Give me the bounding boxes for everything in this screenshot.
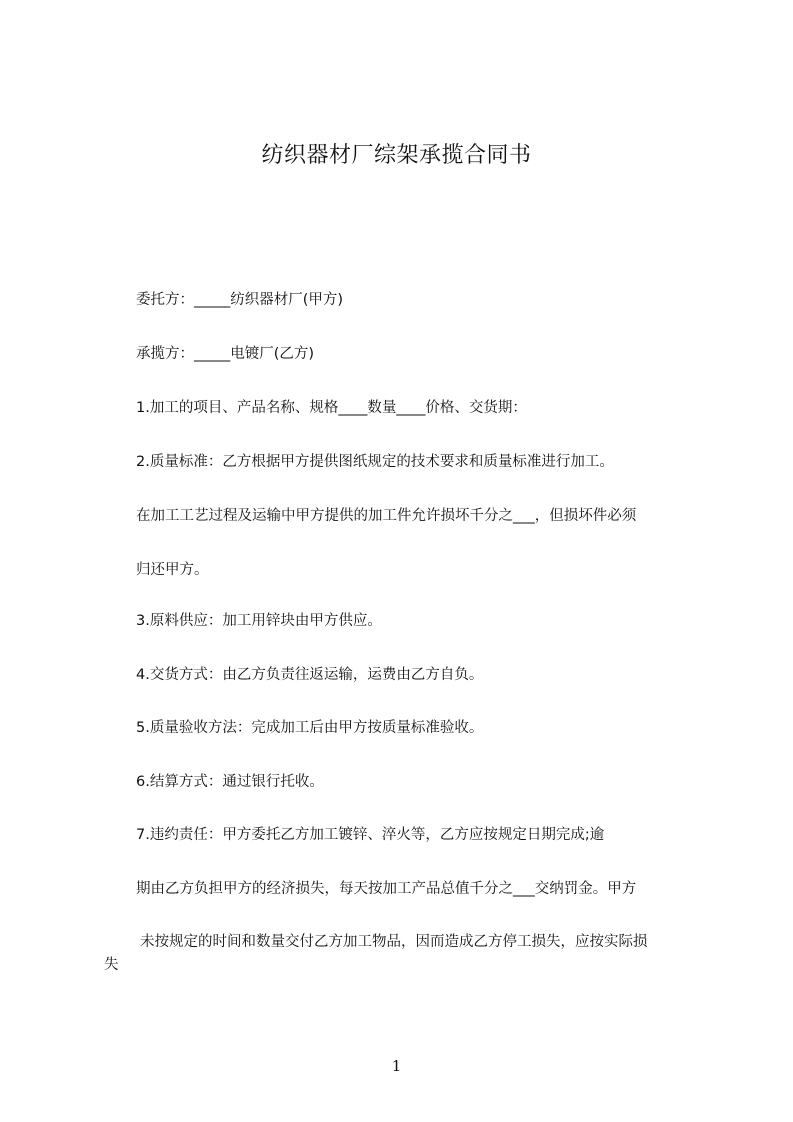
text-line-clause-5: 5.质量验收方法：完成加工后由甲方按质量标准验收。 — [136, 720, 484, 736]
text-line-clause-7: 7.违约责任：甲方委托乙方加工镀锌、淬火等，乙方应按规定日期完成;逾 — [136, 827, 605, 843]
page-number: 1 — [391, 1057, 402, 1075]
text-line-clause-7-cont: 期由乙方负担甲方的经济损失，每天按加工产品总值千分之___交纳罚金。甲方 — [136, 881, 637, 897]
text-line-clause-6: 6.结算方式：通过银行托收。 — [136, 774, 324, 790]
text-line-clause-2-cont: 在加工工艺过程及运输中甲方提供的加工件允许损坏千分之___，但损坏件必须 — [136, 508, 637, 524]
text-line-contractor: 承揽方：_____电镀厂(乙方) — [136, 346, 315, 362]
text-line-clause-2-end: 归还甲方。 — [136, 562, 209, 578]
text-line-clause-7-end: 失 — [104, 957, 119, 973]
text-line-client: 委托方：_____纺织器材厂(甲方) — [136, 292, 344, 308]
text-line-clause-2: 2.质量标准：乙方根据甲方提供图纸规定的技术要求和质量标准进行加工。 — [136, 454, 614, 470]
document-title: 纺织器材厂综架承揽合同书 — [261, 143, 532, 168]
text-line-clause-1: 1.加工的项目、产品名称、规格____数量____价格、交货期： — [136, 400, 527, 416]
text-line-clause-4: 4.交货方式：由乙方负责往返运输，运费由乙方自负。 — [136, 667, 484, 683]
text-line-clause-7-cont-2: 未按规定的时间和数量交付乙方加工物品，因而造成乙方停工损失，应按实际损 — [140, 934, 648, 950]
text-line-clause-3: 3.原料供应：加工用锌块由甲方供应。 — [136, 613, 382, 629]
